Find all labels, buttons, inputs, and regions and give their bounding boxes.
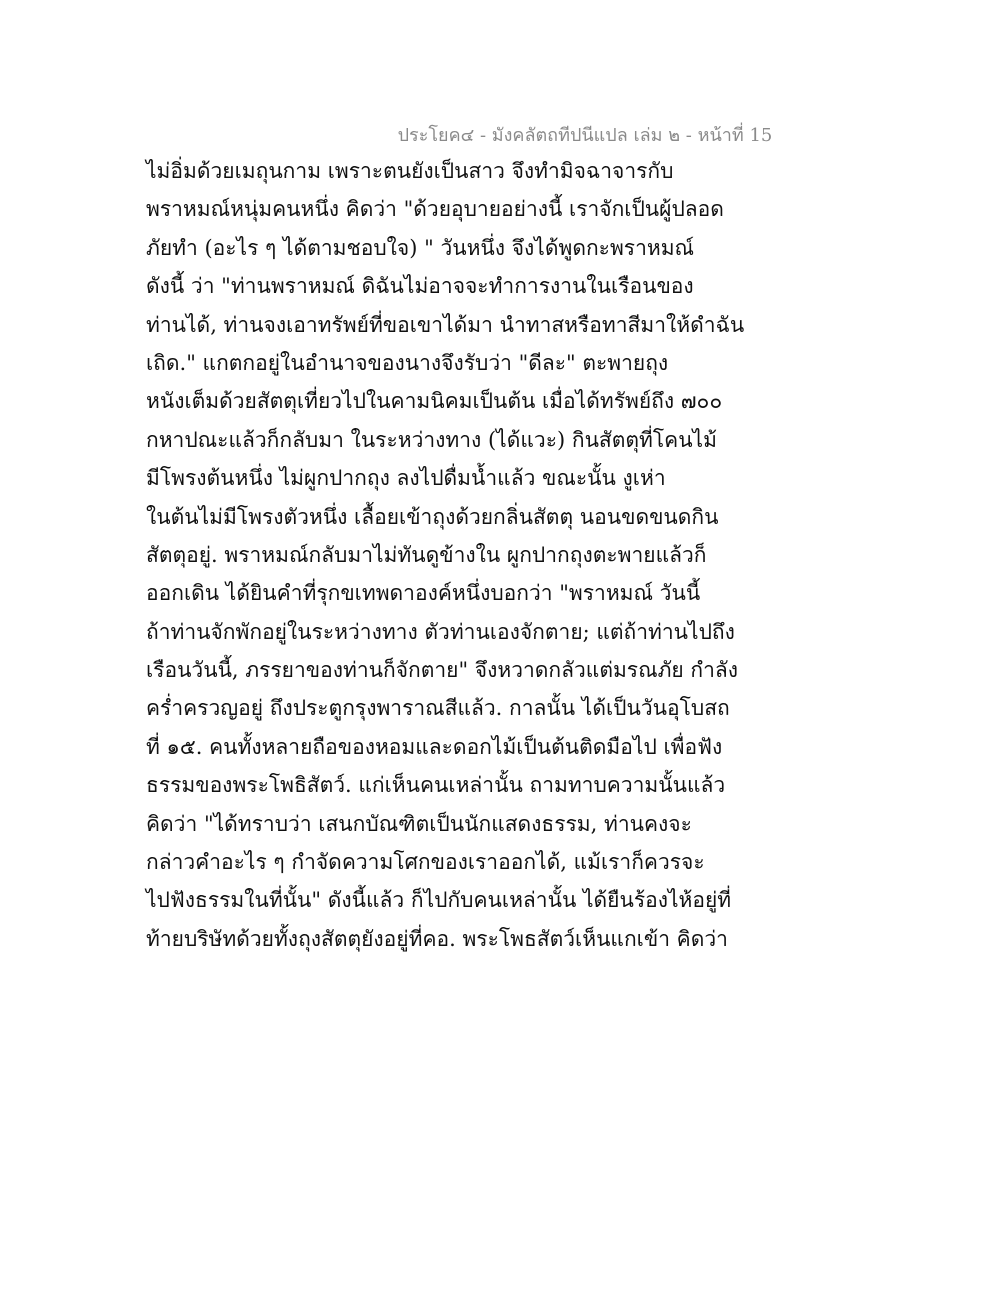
text-line: ที่ ๑๕. คนทั้งหลายถือของหอมและดอกไม้เป็นต้นติดมือไป เพื่อฟัง	[146, 734, 723, 759]
text-line: ท้ายบริษัทด้วยทั้งถุงสัตตุยังอยู่ที่คอ. พระโพธสัตว์เห็นแกเข้า คิดว่า	[146, 926, 728, 951]
text-line: ธรรมของพระโพธิสัตว์. แก่เห็นคนเหล่านั้น ถามทาบความนั้นแล้ว	[146, 773, 726, 798]
running-header-text: ประโยค๔ - มังคลัตถทีปนีแปล เล่ม ๒ - หน้าที่ 15	[397, 125, 773, 146]
text-line: คิดว่า "ได้ทราบว่า เสนกบัณฑิตเป็นนักแสดงธรรม, ท่านคงจะ	[146, 811, 692, 836]
text-line: ดังนี้ ว่า "ท่านพราหมณ์ ดิฉันไม่อาจจะทำการงานในเรือนของ	[146, 274, 694, 299]
text-line: คร่ำครวญอยู่ ถึงประตูกรุงพาราณสีแล้ว. กาลนั้น ได้เป็นวันอุโบสถ	[146, 696, 730, 721]
text-line: ไม่อิ่มด้วยเมถุนกาม เพราะตนยังเป็นสาว จึงทำมิจฉาจารกับ	[146, 159, 674, 183]
text-line: กล่าวคำอะไร ๆ กำจัดความโศกของเราออกได้, แม้เราก็ควรจะ	[146, 850, 705, 875]
text-line: ออกเดิน ได้ยินคำที่รุกขเทพดาองค์หนึ่งบอกว่า "พราหมณ์ วันนี้	[146, 581, 701, 606]
text-line: มีโพรงต้นหนึ่ง ไม่ผูกปากถุง ลงไปดื่มน้ำแล้ว ขณะนั้น งูเห่า	[146, 466, 666, 491]
page-header	[0, 120, 1000, 149]
text-line: ท่านได้, ท่านจงเอาทรัพย์ที่ขอเขาได้มา นำทาสหรือทาสีมาให้ดำฉัน	[146, 312, 745, 337]
text-line: สัตตุอยู่. พราหมณ์กลับมาไม่ทันดูข้างใน ผูกปากถุงตะพายแล้วก็	[146, 542, 707, 567]
body-text	[146, 152, 866, 958]
text-line: ภัยทำ (อะไร ๆ ได้ตามชอบใจ) " วันหนึ่ง จึงได้พูดกะพราหมณ์	[146, 235, 695, 260]
text-line: พราหมณ์หนุ่มคนหนึ่ง คิดว่า "ด้วยอุบายอย่างนี้ เราจักเป็นผู้ปลอด	[146, 197, 724, 222]
text-line: ถ้าท่านจักพักอยู่ในระหว่างทาง ตัวท่านเองจักตาย; แต่ถ้าท่านไปถึง	[146, 619, 735, 644]
text-line: หนังเต็มด้วยสัตตุเที่ยวไปในคามนิคมเป็นต้น เมื่อได้ทรัพย์ถึง ๗๐๐	[146, 389, 723, 414]
text-line: ไปฟังธรรมในที่นั้น" ดังนี้แล้ว ก็ไปกับคนเหล่านั้น ได้ยืนร้องไห้อยู่ที่	[146, 888, 732, 913]
text-line: เถิด." แกตกอยู่ในอำนาจของนางจึงรับว่า "ดีละ" ตะพายถุง	[146, 350, 669, 375]
text-line: กหาปณะแล้วก็กลับมา ในระหว่างทาง (ได้แวะ) กินสัตตุที่โคนไม้	[146, 427, 717, 452]
text-line: เรือนวันนี้, ภรรยาของท่านก็จักตาย" จึงหวาดกลัวแต่มรณภัย กำลัง	[146, 658, 739, 683]
text-line: ในต้นไม่มีโพรงตัวหนึ่ง เลื้อยเข้าถุงด้วยกลิ่นสัตตุ นอนขดขนดกิน	[146, 504, 719, 529]
